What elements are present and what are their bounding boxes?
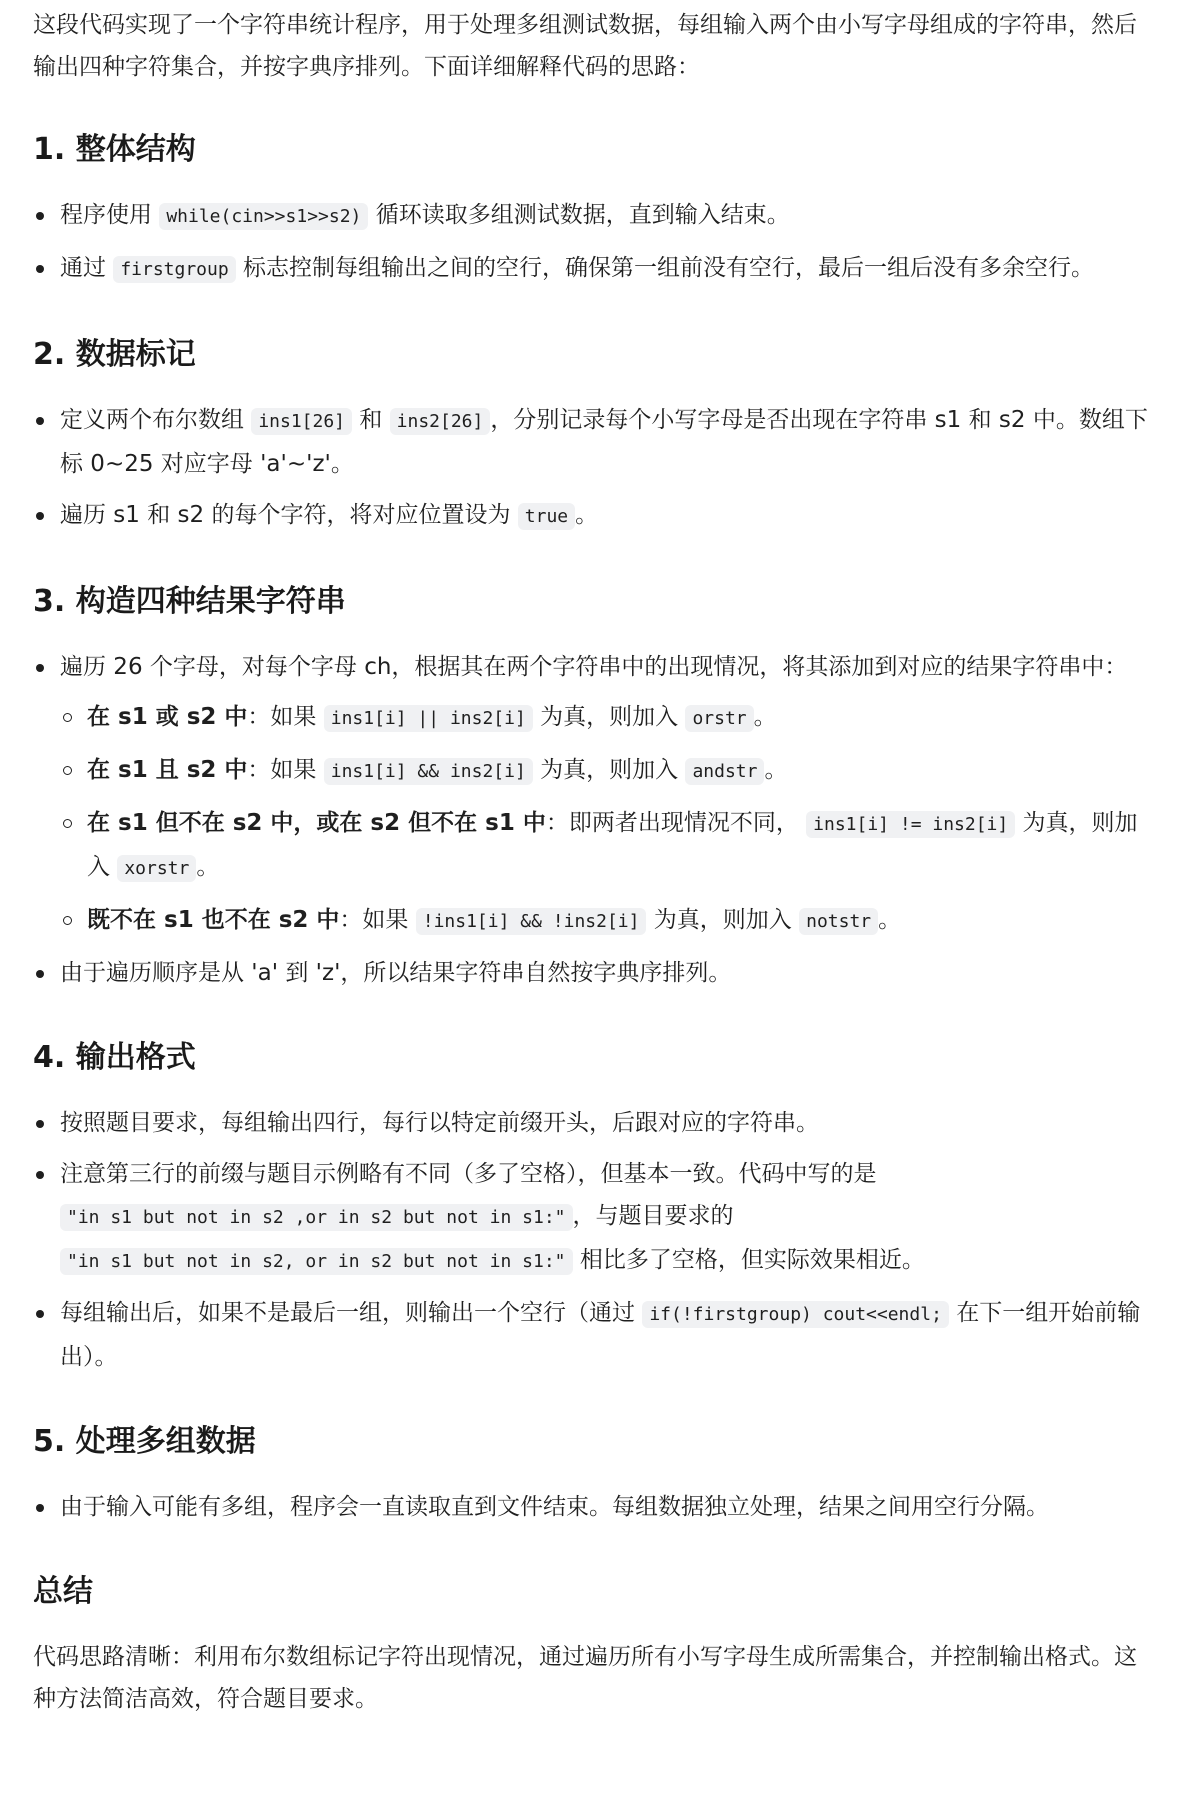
inline-code: ins2[26] <box>390 408 491 435</box>
summary-paragraph: 代码思路清晰：利用布尔数组标记字符出现情况，通过遍历所有小写字母生成所需集合，并控制输出格式。这种方法简洁高效，符合题目要求。 <box>33 1644 1137 1712</box>
sub-list-item: 在 s1 但不在 s2 中，或在 s2 但不在 s1 中：即两者出现情况不同， ins1[i] != ins2[i] 为真，则加入 xorstr 。 <box>60 802 1155 890</box>
list-item: 按照题目要求，每组输出四行，每行以特定前缀开头，后跟对应的字符串。 <box>33 1102 1155 1144</box>
sub-list-item: 在 s1 且 s2 中：如果 ins1[i] && ins2[i] 为真，则加入 andstr 。 <box>60 749 1155 793</box>
inline-code: while(cin>>s1>>s2) <box>159 203 368 230</box>
list-item: 每组输出后，如果不是最后一组，则输出一个空行（通过 if(!firstgroup) cout<<endl; 在下一组开始前输出）。 <box>33 1292 1155 1378</box>
inline-code: xorstr <box>117 855 196 882</box>
list-item: 遍历 s1 和 s2 的每个字符，将对应位置设为 true 。 <box>33 494 1155 538</box>
inline-code: orstr <box>685 705 753 732</box>
inline-code: ins1[i] || ins2[i] <box>324 705 533 732</box>
section-title-structure: 1. 整体结构 <box>33 132 196 167</box>
section-multi-group <box>33 1420 1155 1528</box>
intro-paragraph: 这段代码实现了一个字符串统计程序，用于处理多组测试数据，每组输入两个由小写字母组成的字符串，然后输出四种字符集合，并按字典序排列。下面详细解释代码的思路： <box>33 12 1137 80</box>
section-summary <box>33 1570 1155 1720</box>
list-item: 程序使用 while(cin>>s1>>s2) 循环读取多组测试数据，直到输入结束。 <box>33 194 1155 238</box>
section-construct <box>33 580 1155 994</box>
section-title-summary: 总结 <box>33 1574 93 1609</box>
section-data-marking <box>33 333 1155 538</box>
inline-code: firstgroup <box>113 256 235 283</box>
section-structure <box>33 128 1155 291</box>
inline-code: if(!firstgroup) cout<<endl; <box>642 1301 949 1328</box>
inline-code: notstr <box>799 908 878 935</box>
list-item: 定义两个布尔数组 ins1[26] 和 ins2[26] ，分别记录每个小写字母是否出现在字符串 s1 和 s2 中。数组下标 0~25 对应字母 'a'~'z'。 <box>33 399 1155 485</box>
section-title-multi-group: 5. 处理多组数据 <box>33 1424 256 1459</box>
list-item: 由于输入可能有多组，程序会一直读取直到文件结束。每组数据独立处理，结果之间用空行分隔。 <box>33 1486 1155 1528</box>
inline-code: ins1[i] && ins2[i] <box>324 758 533 785</box>
list-item: 遍历 26 个字母，对每个字母 ch，根据其在两个字符串中的出现情况，将其添加到对应的结果字符串中： 在 s1 或 s2 中：如果 ins1[i] || ins2[i] 为真，则加入 orstr 。 在 s1 且 s2 中：如果 ins1[i] && ins2[i] 为真，则加入 andstr 。 在 s1 但不在 s2 中，或在 s2 但不在 s1 中：即两者出现情况不同， ins1[i] != ins2[i] 为真，则加入 xorstr 。 既不在 s1 也不在 s2 中：如果 !ins1[i] && !ins2[i] 为真，则加入 notstr 。 <box>33 646 1155 943</box>
inline-code: ins1[26] <box>251 408 352 435</box>
inline-code: "in s1 but not in s2 ,or in s2 but not in s1:" <box>60 1204 573 1231</box>
list-item: 注意第三行的前缀与题目示例略有不同（多了空格），但基本一致。代码中写的是 "in s1 but not in s2 ,or in s2 but not in s1:" ，与题目要求的 "in s1 but not in s2, or in s2 but not in s1:" 相比多了空格，但实际效果相近。 <box>33 1153 1155 1283</box>
inline-code: !ins1[i] && !ins2[i] <box>416 908 647 935</box>
list-item: 由于遍历顺序是从 'a' 到 'z'，所以结果字符串自然按字典序排列。 <box>33 952 1155 994</box>
inline-code: andstr <box>685 758 764 785</box>
section-title-output-format: 4. 输出格式 <box>33 1040 196 1075</box>
sub-list-item: 既不在 s1 也不在 s2 中：如果 !ins1[i] && !ins2[i] 为真，则加入 notstr 。 <box>60 899 1155 943</box>
sub-list-item: 在 s1 或 s2 中：如果 ins1[i] || ins2[i] 为真，则加入 orstr 。 <box>60 696 1155 740</box>
inline-code: ins1[i] != ins2[i] <box>806 811 1015 838</box>
section-title-data-marking: 2. 数据标记 <box>33 337 196 372</box>
list-item: 通过 firstgroup 标志控制每组输出之间的空行，确保第一组前没有空行，最后一组后没有多余空行。 <box>33 247 1155 291</box>
section-title-construct: 3. 构造四种结果字符串 <box>33 584 346 619</box>
inline-code: true <box>518 503 575 530</box>
inline-code: "in s1 but not in s2, or in s2 but not in s1:" <box>60 1248 573 1275</box>
section-output-format <box>33 1036 1155 1378</box>
